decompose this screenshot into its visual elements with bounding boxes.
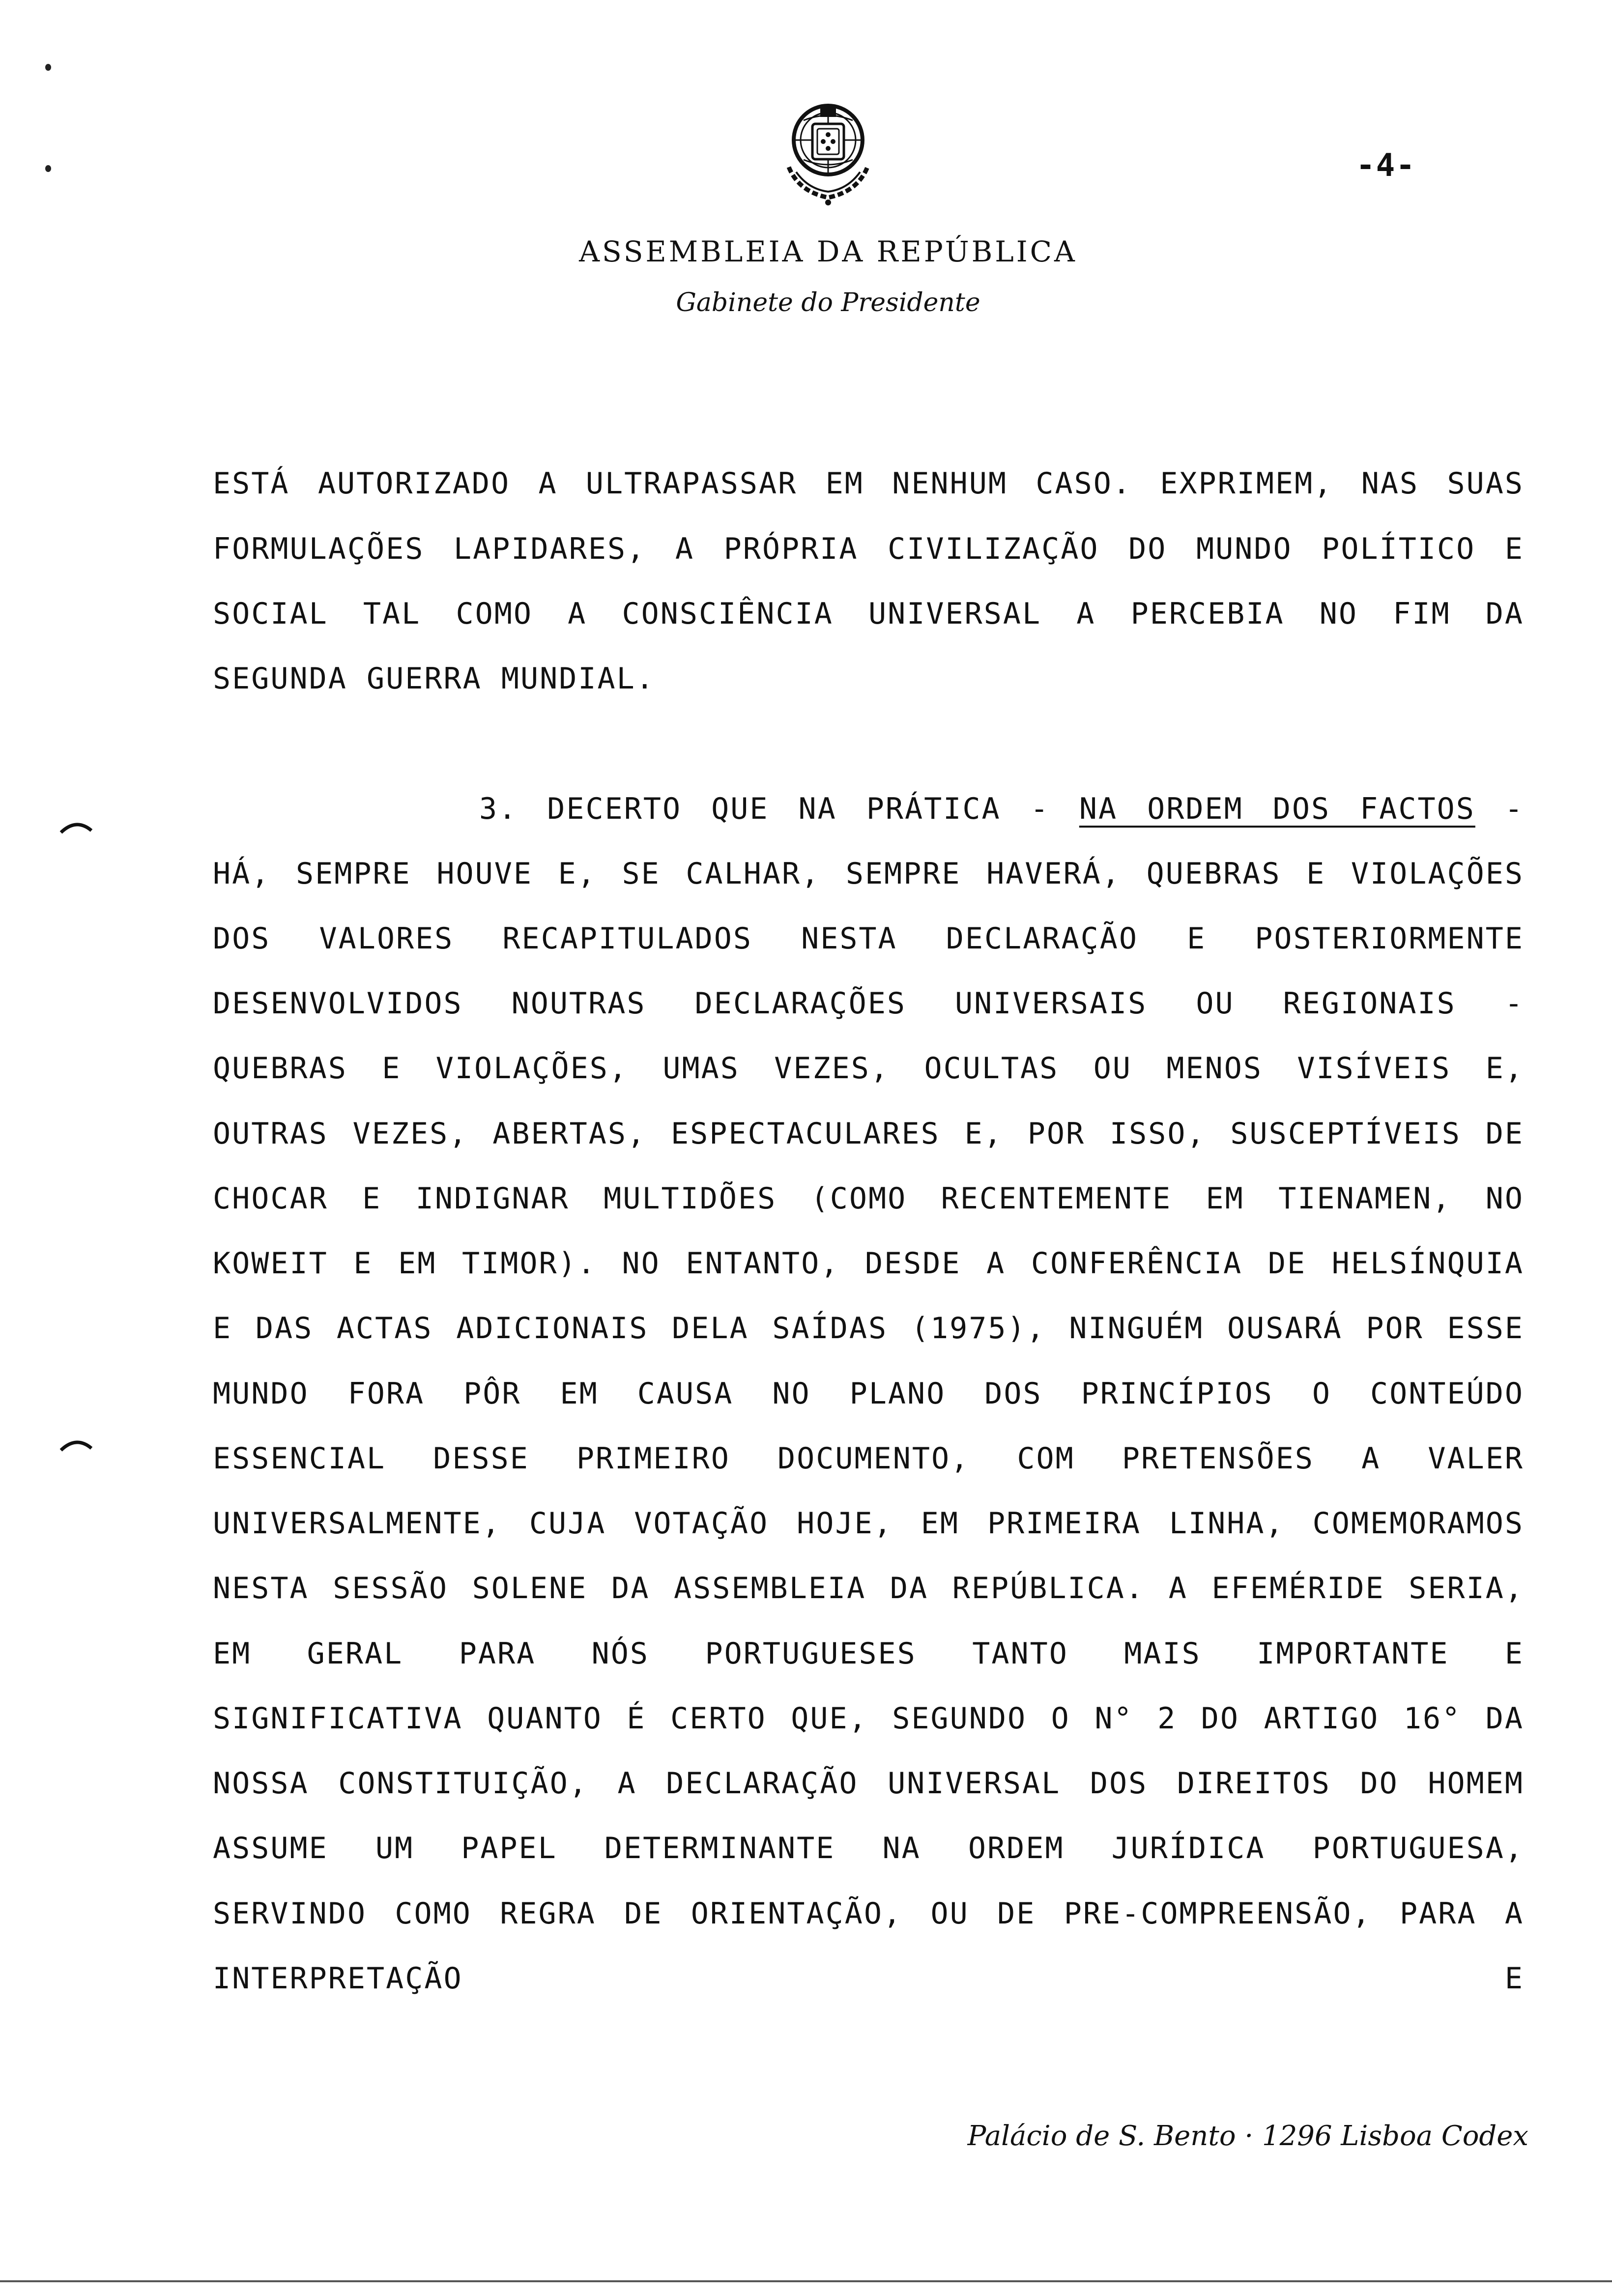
dash: - — [1504, 792, 1525, 826]
text-line: CHOCAR E INDIGNAR MULTIDÕES (COMO RECENTEMENTE EM TIENAMEN, NO — [213, 1181, 1524, 1216]
text-line: DESENVOLVIDOS NOUTRAS DECLARAÇÕES UNIVERSAIS OU REGIONAIS - — [213, 986, 1524, 1021]
text-line: SIGNIFICATIVA QUANTO É CERTO QUE, SEGUNDO O N° 2 DO ARTIGO 16° DA — [213, 1701, 1524, 1736]
coat-of-arms-emblem — [769, 93, 887, 211]
text-line: SEGUNDA GUERRA MUNDIAL. — [213, 661, 655, 696]
margin-punch-mark — [59, 820, 93, 834]
text-line: SERVINDO COMO REGRA DE ORIENTAÇÃO, OU DE PRE-COMPREENSÃO, PARA A — [213, 1896, 1524, 1931]
text-line: INTERPRETAÇÃO E — [213, 1961, 1524, 1996]
text-line: EM GERAL PARA NÓS PORTUGUESES TANTO MAIS IMPORTANTE E — [213, 1636, 1524, 1671]
page-number: -4- — [1356, 147, 1416, 184]
paragraph-opening-text: 3. DECERTO QUE NA PRÁTICA - — [479, 792, 1050, 826]
scan-speck — [45, 64, 51, 71]
text-line: OUTRAS VEZES, ABERTAS, ESPECTACULARES E, POR ISSO, SUSCEPTÍVEIS DE — [213, 1117, 1524, 1151]
margin-punch-mark — [59, 1437, 93, 1452]
text-line: QUEBRAS E VIOLAÇÕES, UMAS VEZES, OCULTAS OU MENOS VISÍVEIS E, — [213, 1051, 1524, 1086]
text-line: DOS VALORES RECAPITULADOS NESTA DECLARAÇÃO E POSTERIORMENTE — [213, 921, 1524, 956]
text-line: FORMULAÇÕES LAPIDARES, A PRÓPRIA CIVILIZAÇÃO DO MUNDO POLÍTICO E — [213, 532, 1524, 566]
institution-name: ASSEMBLEIA DA REPÚBLICA — [579, 235, 1077, 268]
scan-speck — [45, 165, 51, 172]
cabinet-name: Gabinete do Presidente — [676, 288, 980, 317]
text-line: SOCIAL TAL COMO A CONSCIÊNCIA UNIVERSAL A PERCEBIA NO FIM DA — [213, 597, 1524, 631]
text-line: KOWEIT E EM TIMOR). NO ENTANTO, DESDE A CONFERÊNCIA DE HELSÍNQUIA — [213, 1246, 1524, 1281]
footer-address: Palácio de S. Bento · 1296 Lisboa Codex — [967, 2120, 1528, 2152]
text-line: HÁ, SEMPRE HOUVE E, SE CALHAR, SEMPRE HAVERÁ, QUEBRAS E VIOLAÇÕES — [213, 857, 1524, 891]
text-line: ESTÁ AUTORIZADO A ULTRAPASSAR EM NENHUM CASO. EXPRIMEM, NAS SUAS — [213, 466, 1524, 501]
underlined-phrase: NA ORDEM DOS FACTOS — [1079, 792, 1475, 826]
text-line: NESTA SESSÃO SOLENE DA ASSEMBLEIA DA REPÚBLICA. A EFEMÉRIDE SERIA, — [213, 1571, 1524, 1606]
text-line: UNIVERSALMENTE, CUJA VOTAÇÃO HOJE, EM PRIMEIRA LINHA, COMEMORAMOS — [213, 1506, 1524, 1541]
bottom-rule — [0, 2280, 1612, 2282]
text-line: E DAS ACTAS ADICIONAIS DELA SAÍDAS (1975), NINGUÉM OUSARÁ POR ESSE — [213, 1311, 1524, 1346]
text-line: ESSENCIAL DESSE PRIMEIRO DOCUMENTO, COM PRETENSÕES A VALER — [213, 1441, 1524, 1476]
text-line: ASSUME UM PAPEL DETERMINANTE NA ORDEM JURÍDICA PORTUGUESA, — [213, 1831, 1524, 1866]
paragraph-opening-line — [479, 787, 1524, 831]
text-line: MUNDO FORA PÔR EM CAUSA NO PLANO DOS PRINCÍPIOS O CONTEÚDO — [213, 1377, 1524, 1411]
text-line: NOSSA CONSTITUIÇÃO, A DECLARAÇÃO UNIVERSAL DOS DIREITOS DO HOMEM — [213, 1766, 1524, 1801]
